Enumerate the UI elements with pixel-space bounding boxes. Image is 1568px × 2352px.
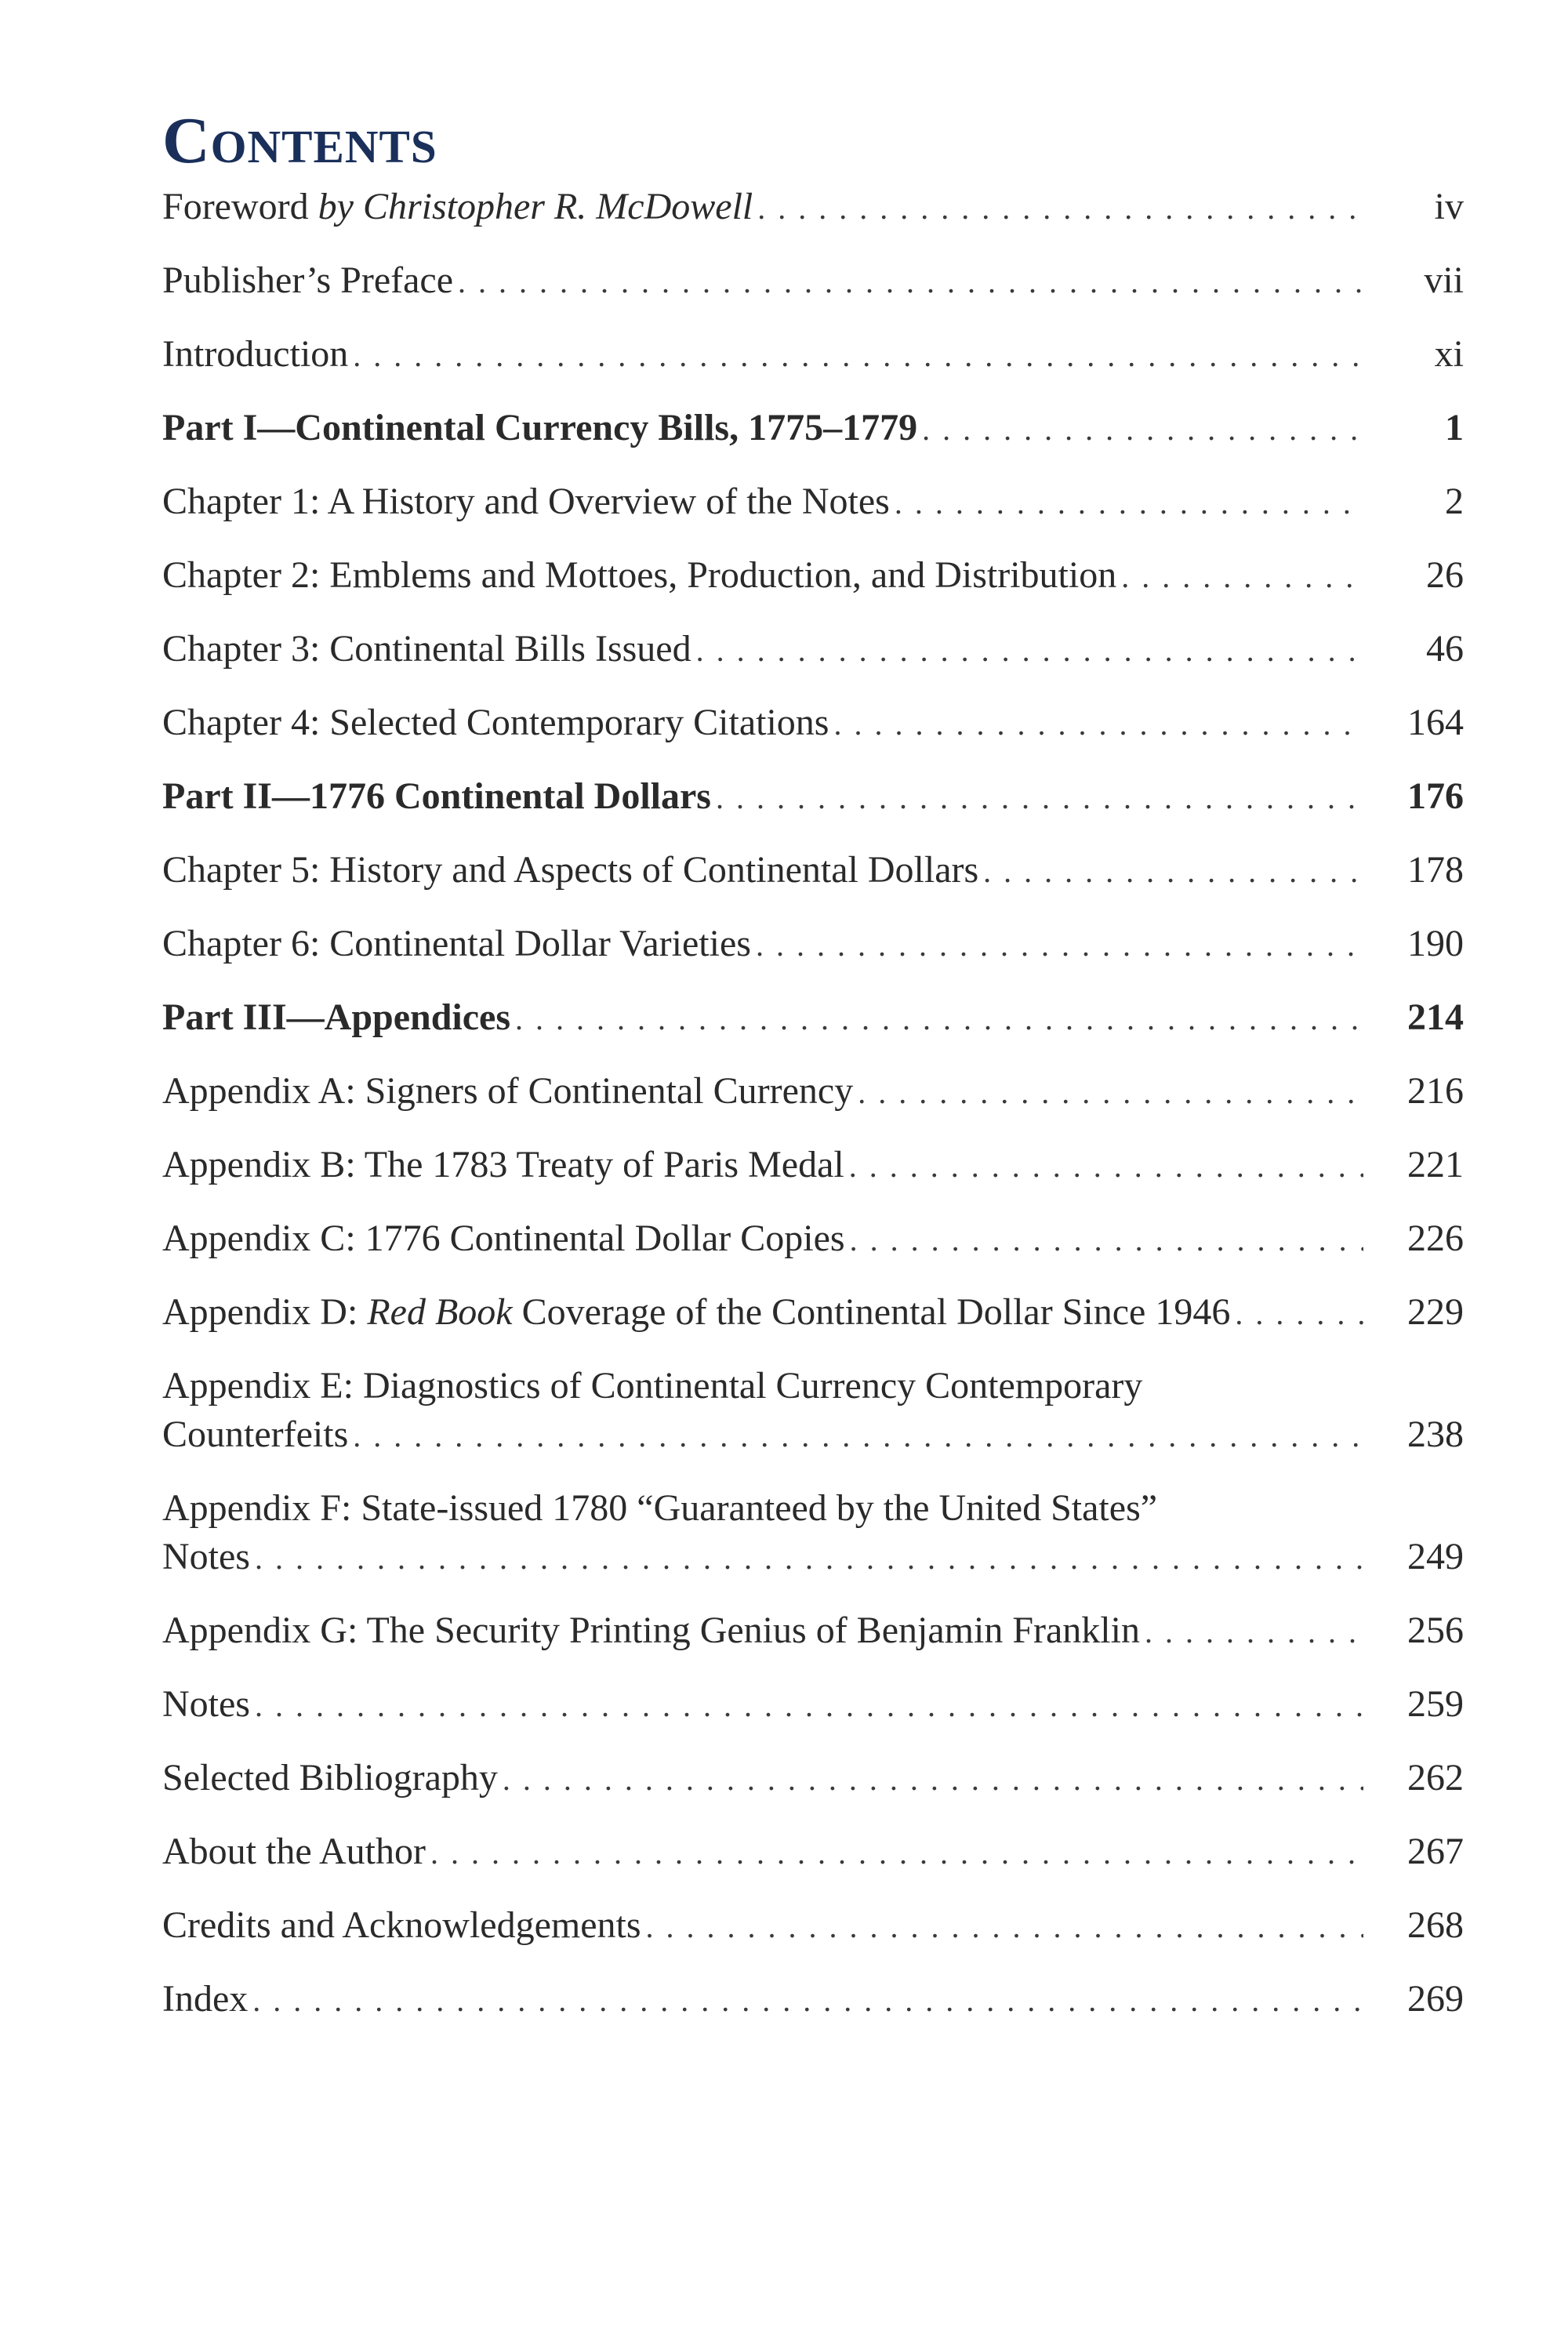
toc-page-number: 267: [1407, 1831, 1464, 1872]
dot-leader: [696, 626, 1363, 675]
toc-entry-label: Part II—1776 Continental Dollars: [162, 775, 711, 817]
toc-entry-appendix-e[interactable]: [162, 1362, 1464, 1461]
toc-page-number: 269: [1407, 1978, 1464, 2020]
dot-leader: [757, 184, 1363, 233]
toc-entry-appendix-a[interactable]: [162, 1067, 1464, 1117]
toc-entry-about-the-author[interactable]: [162, 1828, 1464, 1878]
toc-entry-notes[interactable]: [162, 1680, 1464, 1730]
dot-leader: [515, 995, 1363, 1044]
dot-leader: [895, 479, 1363, 528]
toc-entry-label: Publisher’s Preface: [162, 260, 454, 301]
toc-entry-label: Appendix B: The 1783 Treaty of Paris Medal: [162, 1144, 844, 1185]
toc-page-number: 46: [1426, 628, 1464, 670]
toc-entry-chapter-5[interactable]: [162, 846, 1464, 896]
toc-entry-part-1[interactable]: [162, 404, 1464, 454]
toc-page-number: 190: [1407, 923, 1464, 964]
toc-page-number: 249: [1407, 1536, 1464, 1577]
toc-page-number: 2: [1445, 481, 1464, 522]
toc-page-number: xi: [1434, 333, 1464, 375]
toc-entry-label: Appendix G: The Security Printing Genius of Benjamin Franklin: [162, 1610, 1140, 1651]
toc-entry-chapter-3[interactable]: [162, 625, 1464, 675]
dot-leader: [1145, 1608, 1363, 1657]
toc-entry-label: About the Author: [162, 1831, 426, 1872]
toc-entry-part-3[interactable]: [162, 993, 1464, 1044]
toc-page-number: 256: [1407, 1610, 1464, 1651]
toc-entry-label: Notes: [162, 1536, 250, 1577]
toc-entry-chapter-6[interactable]: [162, 920, 1464, 970]
toc-page-number: 238: [1407, 1414, 1464, 1455]
dot-leader: [858, 1069, 1363, 1117]
toc-entry-label: Appendix C: 1776 Continental Dollar Copies: [162, 1218, 845, 1259]
toc-entry-publishers-preface[interactable]: [162, 256, 1464, 307]
toc-entry-appendix-f[interactable]: [162, 1484, 1464, 1583]
toc-entry-label-line-1: Appendix F: State-issued 1780 “Guaranteed by the United States”: [162, 1487, 1158, 1529]
toc-entry-index[interactable]: [162, 1975, 1464, 2025]
toc-page-number: vii: [1424, 260, 1464, 301]
toc-page-number: 226: [1407, 1218, 1464, 1259]
toc-page-number: 216: [1407, 1070, 1464, 1112]
toc-entry-label: Selected Bibliography: [162, 1757, 498, 1798]
toc-page-number: 26: [1426, 554, 1464, 596]
dot-leader: [252, 1976, 1363, 2025]
toc-page-number: 164: [1407, 702, 1464, 743]
toc-entry-label: Index: [162, 1978, 249, 2020]
toc-page-number: 1: [1445, 407, 1464, 448]
toc-entry-label: Appendix A: Signers of Continental Currency: [162, 1070, 854, 1112]
dot-leader: [833, 700, 1363, 749]
page-title: Contents: [162, 104, 437, 177]
toc-page-number: 259: [1407, 1683, 1464, 1725]
dot-leader: [1121, 553, 1363, 601]
toc-entry-label: Chapter 3: Continental Bills Issued: [162, 628, 691, 670]
toc-entry-chapter-4[interactable]: [162, 699, 1464, 749]
dot-leader: [353, 1412, 1363, 1461]
toc-entry-selected-bibliography[interactable]: [162, 1754, 1464, 1804]
toc-entry-label: Part I—Continental Currency Bills, 1775–1779: [162, 407, 918, 448]
toc-entry-label: Chapter 6: Continental Dollar Varieties: [162, 923, 751, 964]
dot-leader: [849, 1142, 1363, 1191]
toc-entry-appendix-d[interactable]: [162, 1288, 1464, 1338]
toc-entry-label: Chapter 2: Emblems and Mottoes, Production, and Distribution: [162, 554, 1117, 596]
dot-leader: [646, 1903, 1363, 1951]
toc-entry-label-line-1: Appendix E: Diagnostics of Continental Currency Contemporary: [162, 1365, 1143, 1406]
toc-entry-foreword[interactable]: [162, 183, 1464, 233]
dot-leader: [255, 1534, 1363, 1583]
toc-entry-label: Counterfeits: [162, 1414, 349, 1455]
toc-page-number: 268: [1407, 1904, 1464, 1946]
toc-entry-label: Chapter 1: A History and Overview of the Notes: [162, 481, 890, 522]
toc-entry-part-2[interactable]: [162, 772, 1464, 822]
contents-page: [162, 106, 1464, 2049]
toc-entry-label: Notes: [162, 1683, 250, 1725]
toc-entry-label: Credits and Acknowledgements: [162, 1904, 641, 1946]
toc-entry-chapter-2[interactable]: [162, 551, 1464, 601]
toc-page-number: iv: [1434, 186, 1464, 227]
toc-page-number: 221: [1407, 1144, 1464, 1185]
toc-entry-label: Chapter 4: Selected Contemporary Citations: [162, 702, 829, 743]
toc-page-number: 176: [1407, 775, 1464, 817]
dot-leader: [1235, 1290, 1363, 1338]
dot-leader: [756, 921, 1363, 970]
toc-page-number: 178: [1407, 849, 1464, 891]
dot-leader: [850, 1216, 1363, 1265]
dot-leader: [716, 774, 1363, 822]
toc-entry-label: Introduction: [162, 333, 349, 375]
toc-entry-credits[interactable]: [162, 1901, 1464, 1951]
dot-leader: [255, 1682, 1363, 1730]
toc-entry-label: Chapter 5: History and Aspects of Continental Dollars: [162, 849, 979, 891]
toc-entry-appendix-g[interactable]: [162, 1606, 1464, 1657]
toc-entry-appendix-c[interactable]: [162, 1214, 1464, 1265]
dot-leader: [458, 258, 1363, 307]
toc-entry-label: Appendix D: Red Book Coverage of the Continental Dollar Since 1946: [162, 1291, 1231, 1333]
dot-leader: [983, 848, 1363, 896]
dot-leader: [503, 1755, 1363, 1804]
dot-leader: [430, 1829, 1363, 1878]
toc-list: [162, 183, 1464, 2025]
toc-page-number: 229: [1407, 1291, 1464, 1333]
toc-entry-introduction[interactable]: [162, 330, 1464, 380]
toc-entry-label: Part III—Appendices: [162, 996, 511, 1038]
toc-page-number: 262: [1407, 1757, 1464, 1798]
toc-entry-label: Foreword by Christopher R. McDowell: [162, 186, 753, 227]
toc-entry-chapter-1[interactable]: [162, 477, 1464, 528]
dot-leader: [922, 405, 1363, 454]
dot-leader: [353, 332, 1363, 380]
toc-entry-appendix-b[interactable]: [162, 1141, 1464, 1191]
toc-page-number: 214: [1407, 996, 1464, 1038]
